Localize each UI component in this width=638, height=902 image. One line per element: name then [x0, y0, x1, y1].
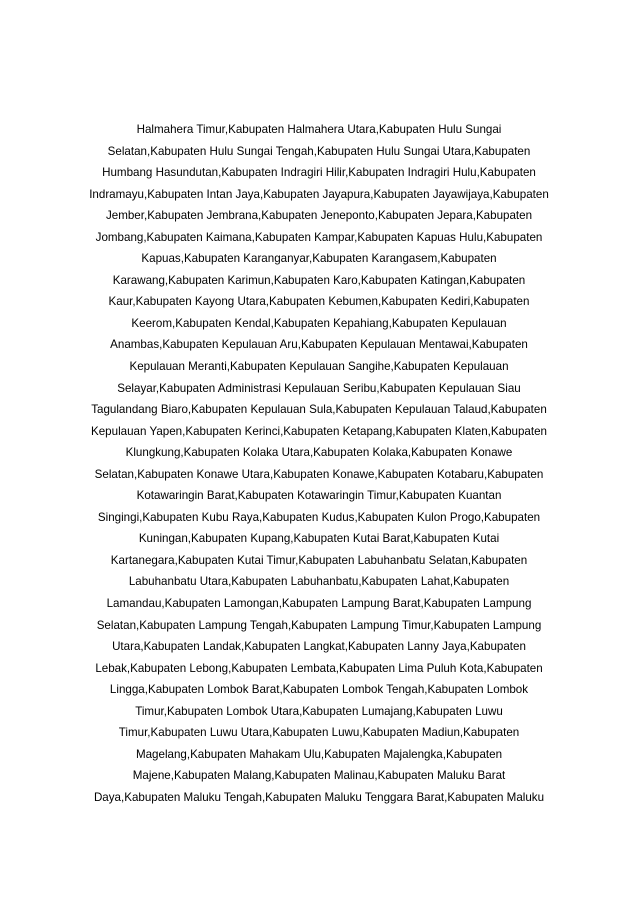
text-line-6: Jombang,Kabupaten Kaimana,Kabupaten Kampar,Kabupaten Kapuas Hulu,Kabupaten [95, 230, 543, 244]
text-line-14: Tagulandang Biaro,Kabupaten Kepulauan Sula,Kabupaten Kepulauan Talaud,Kabupaten [91, 403, 547, 417]
text-line-11: Anambas,Kabupaten Kepulauan Aru,Kabupaten Kepulauan Mentawai,Kabupaten [110, 338, 528, 352]
text-line-18: Kotawaringin Barat,Kabupaten Kotawaringin Timur,Kabupaten Kuantan [136, 489, 502, 503]
text-line-25: Utara,Kabupaten Landak,Kabupaten Langkat,Kabupaten Lanny Jaya,Kabupaten [112, 640, 526, 654]
text-line-31: Majene,Kabupaten Malang,Kabupaten Malinau,Kabupaten Maluku Barat [132, 769, 506, 783]
text-line-9: Kaur,Kabupaten Kayong Utara,Kabupaten Kebumen,Kabupaten Kediri,Kabupaten [108, 295, 530, 309]
text-line-13: Selayar,Kabupaten Administrasi Kepulauan Seribu,Kabupaten Kepulauan Siau [117, 381, 521, 395]
text-line-12: Kepulauan Meranti,Kabupaten Kepulauan Sangihe,Kabupaten Kepulauan [129, 360, 509, 374]
text-line-4: Indramayu,Kabupaten Intan Jaya,Kabupaten Jayapura,Kabupaten Jayawijaya,Kabupaten [89, 187, 549, 201]
text-line-21: Kartanegara,Kabupaten Kutai Timur,Kabupaten Labuhanbatu Selatan,Kabupaten [110, 553, 528, 567]
text-line-15: Kepulauan Yapen,Kabupaten Kerinci,Kabupaten Ketapang,Kabupaten Klaten,Kabupaten [91, 424, 547, 438]
text-line-3: Humbang Hasundutan,Kabupaten Indragiri Hilir,Kabupaten Indragiri Hulu,Kabupaten [102, 166, 536, 180]
text-line-17: Selatan,Kabupaten Konawe Utara,Kabupaten Konawe,Kabupaten Kotabaru,Kabupaten [94, 467, 544, 481]
text-line-8: Karawang,Kabupaten Karimun,Kabupaten Karo,Kabupaten Katingan,Kabupaten [112, 273, 526, 287]
text-line-23: Lamandau,Kabupaten Lamongan,Kabupaten Lampung Barat,Kabupaten Lampung [106, 597, 532, 611]
text-line-32: Daya,Kabupaten Maluku Tengah,Kabupaten Maluku Tenggara Barat,Kabupaten Maluku [93, 790, 545, 804]
text-line-7: Kapuas,Kabupaten Karanganyar,Kabupaten Karangasem,Kabupaten [141, 252, 497, 266]
text-line-26: Lebak,Kabupaten Lebong,Kabupaten Lembata,Kabupaten Lima Puluh Kota,Kabupaten [95, 661, 543, 675]
text-line-27: Lingga,Kabupaten Lombok Barat,Kabupaten Lombok Tengah,Kabupaten Lombok [109, 683, 529, 697]
text-line-24: Selatan,Kabupaten Lampung Tengah,Kabupaten Lampung Timur,Kabupaten Lampung [96, 618, 542, 632]
text-line-28: Timur,Kabupaten Lombok Utara,Kabupaten Lumajang,Kabupaten Luwu [135, 704, 503, 718]
text-line-2: Selatan,Kabupaten Hulu Sungai Tengah,Kabupaten Hulu Sungai Utara,Kabupaten [107, 144, 531, 158]
text-line-5: Jember,Kabupaten Jembrana,Kabupaten Jeneponto,Kabupaten Jepara,Kabupaten [105, 209, 533, 223]
text-line-16: Klungkung,Kabupaten Kolaka Utara,Kabupaten Kolaka,Kabupaten Konawe [125, 446, 513, 460]
text-line-10: Keerom,Kabupaten Kendal,Kabupaten Kepahiang,Kabupaten Kepulauan [131, 316, 507, 330]
text-line-20: Kuningan,Kabupaten Kupang,Kabupaten Kutai Barat,Kabupaten Kutai [138, 532, 500, 546]
text-line-22: Labuhanbatu Utara,Kabupaten Labuhanbatu,Kabupaten Lahat,Kabupaten [128, 575, 510, 589]
text-line-19: Singingi,Kabupaten Kubu Raya,Kabupaten Kudus,Kabupaten Kulon Progo,Kabupaten [97, 510, 541, 524]
text-line-30: Magelang,Kabupaten Mahakam Ulu,Kabupaten Majalengka,Kabupaten [135, 747, 503, 761]
document-body-text [0, 119, 638, 809]
text-line-1: Halmahera Timur,Kabupaten Halmahera Utara,Kabupaten Hulu Sungai [136, 123, 502, 136]
text-line-29: Timur,Kabupaten Luwu Utara,Kabupaten Luwu,Kabupaten Madiun,Kabupaten [118, 726, 520, 740]
